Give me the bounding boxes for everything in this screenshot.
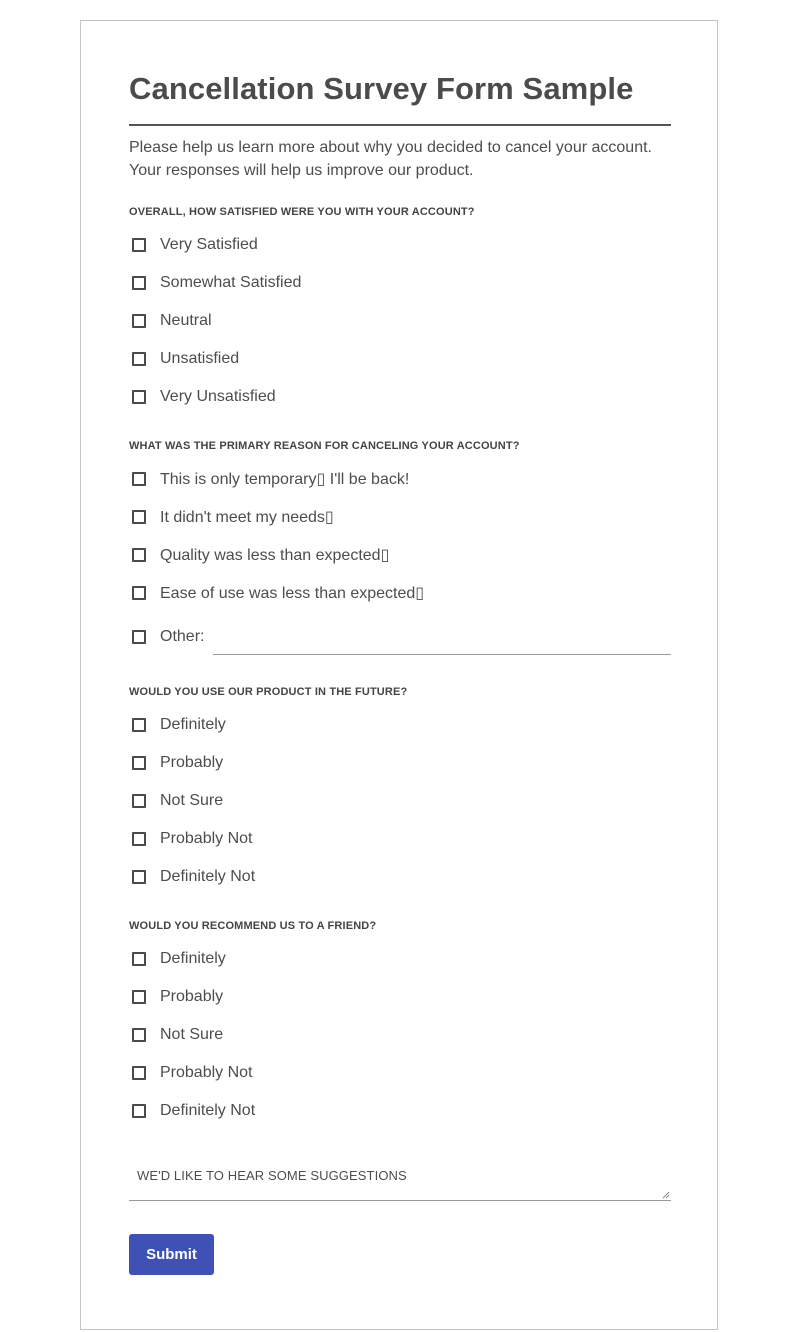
option-future-probably-not[interactable] xyxy=(129,827,253,851)
checkbox[interactable] xyxy=(132,1066,146,1080)
option-future-definitely[interactable] xyxy=(129,713,226,737)
checkbox[interactable] xyxy=(132,586,146,600)
option-future-probably[interactable] xyxy=(129,751,223,775)
option-recommend-not-sure[interactable] xyxy=(129,1023,223,1047)
option-label: Probably Not xyxy=(160,830,253,847)
intro-text xyxy=(129,136,671,182)
checkbox[interactable] xyxy=(132,756,146,770)
option-very-unsatisfied[interactable] xyxy=(129,385,276,409)
checkbox[interactable] xyxy=(132,952,146,966)
suggestions-textarea[interactable] xyxy=(129,1161,671,1201)
option-label: Somewhat Satisfied xyxy=(160,274,302,291)
intro-line-1: Please help us learn more about why you decided to cancel your account. xyxy=(129,139,652,156)
question-reason-label: WHAT WAS THE PRIMARY REASON FOR CANCELING YOUR ACCOUNT? xyxy=(129,440,520,452)
option-label: It didn't meet my needs▯ xyxy=(160,509,334,526)
option-label: Probably xyxy=(160,988,224,1005)
checkbox[interactable] xyxy=(132,276,146,290)
option-label: Other: xyxy=(160,628,205,645)
question-recommend-label: WOULD YOU RECOMMEND US TO A FRIEND? xyxy=(129,920,377,932)
submit-button[interactable]: Submit xyxy=(129,1234,214,1275)
option-recommend-definitely-not[interactable] xyxy=(129,1099,255,1123)
option-label: Neutral xyxy=(160,312,212,329)
option-label: Definitely xyxy=(160,950,226,967)
checkbox[interactable] xyxy=(132,630,146,644)
option-label: Probably xyxy=(160,754,224,771)
option-quality-low[interactable] xyxy=(129,543,389,567)
option-didnt-meet-needs[interactable] xyxy=(129,505,334,529)
checkbox[interactable] xyxy=(132,1028,146,1042)
checkbox[interactable] xyxy=(132,870,146,884)
suggestions-label: WE'D LIKE TO HEAR SOME SUGGESTIONS xyxy=(137,1168,407,1183)
checkbox[interactable] xyxy=(132,352,146,366)
option-label: This is only temporary▯ I'll be back! xyxy=(160,471,410,488)
option-recommend-probably-not[interactable] xyxy=(129,1061,253,1085)
option-label: Not Sure xyxy=(160,1026,224,1043)
option-label: Ease of use was less than expected▯ xyxy=(160,585,425,602)
option-unsatisfied[interactable] xyxy=(129,347,239,371)
checkbox[interactable] xyxy=(132,718,146,732)
intro-line-2: Your responses will help us improve our product. xyxy=(129,162,474,179)
checkbox[interactable] xyxy=(132,472,146,486)
option-label: Quality was less than expected▯ xyxy=(160,547,390,564)
checkbox[interactable] xyxy=(132,238,146,252)
checkbox[interactable] xyxy=(132,1104,146,1118)
option-somewhat-satisfied[interactable] xyxy=(129,271,301,295)
page-title: Cancellation Survey Form Sample xyxy=(129,71,634,106)
checkbox[interactable] xyxy=(132,990,146,1004)
survey-card xyxy=(80,20,718,1330)
checkbox[interactable] xyxy=(132,390,146,404)
option-ease-of-use-low[interactable] xyxy=(129,581,424,605)
option-label: Definitely xyxy=(160,716,226,733)
checkbox[interactable] xyxy=(132,314,146,328)
option-label: Definitely Not xyxy=(160,868,256,885)
checkbox[interactable] xyxy=(132,794,146,808)
option-future-not-sure[interactable] xyxy=(129,789,223,813)
question-satisfaction-label: OVERALL, HOW SATISFIED WERE YOU WITH YOUR ACCOUNT? xyxy=(129,206,475,218)
option-very-satisfied[interactable] xyxy=(129,233,258,257)
option-neutral[interactable] xyxy=(129,309,212,333)
option-other[interactable] xyxy=(129,625,204,649)
title-divider xyxy=(129,124,671,126)
resize-handle-icon[interactable] xyxy=(662,1191,670,1199)
option-recommend-definitely[interactable] xyxy=(129,947,226,971)
option-label: Probably Not xyxy=(160,1064,253,1081)
question-future-use-label: WOULD YOU USE OUR PRODUCT IN THE FUTURE? xyxy=(129,686,408,698)
checkbox[interactable] xyxy=(132,548,146,562)
option-temporary[interactable] xyxy=(129,467,409,491)
option-label: Very Satisfied xyxy=(160,236,258,253)
option-label: Not Sure xyxy=(160,792,224,809)
checkbox[interactable] xyxy=(132,510,146,524)
option-label: Very Unsatisfied xyxy=(160,388,276,405)
other-reason-input[interactable] xyxy=(213,630,671,655)
option-label: Unsatisfied xyxy=(160,350,240,367)
checkbox[interactable] xyxy=(132,832,146,846)
option-label: Definitely Not xyxy=(160,1102,256,1119)
option-recommend-probably[interactable] xyxy=(129,985,223,1009)
option-future-definitely-not[interactable] xyxy=(129,865,255,889)
